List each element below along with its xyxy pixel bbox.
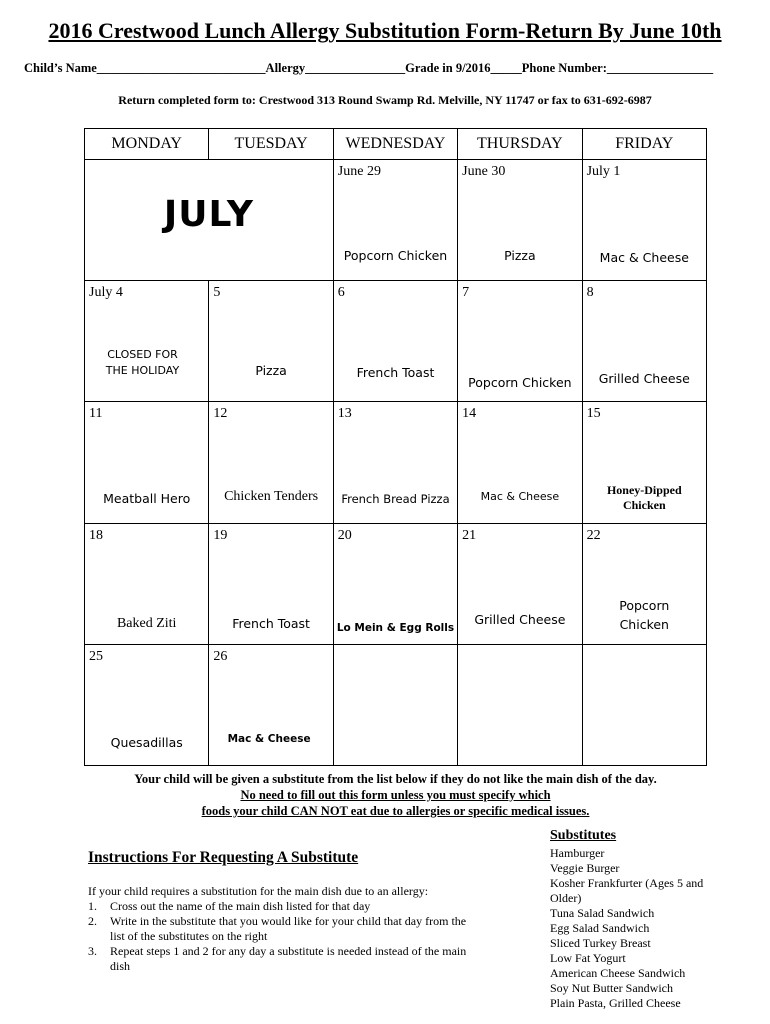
calendar-header-row — [85, 129, 707, 160]
day-meal: Baked Ziti — [116, 615, 177, 631]
substitute-item: Egg Salad Sandwich — [550, 921, 650, 935]
day-date: 12 — [213, 406, 228, 422]
step-number: 3. — [88, 944, 97, 958]
calendar-day-cell — [458, 523, 582, 644]
substitute-item: Hamburger — [550, 846, 605, 860]
form-title: 2016 Crestwood Lunch Allergy Substitution Form-Return By June 10th — [48, 18, 722, 43]
month-label-cell — [85, 160, 334, 281]
calendar-day-cell — [458, 281, 582, 402]
note-line: No need to fill out this form unless you must specify which — [240, 788, 551, 802]
substitutes-list — [550, 846, 720, 1011]
day-date: 19 — [213, 527, 228, 543]
day-date: 14 — [462, 406, 477, 422]
day-date: 7 — [462, 285, 470, 301]
calendar-day-cell — [85, 281, 209, 402]
day-meal: Pizza — [255, 363, 287, 379]
day-date: 20 — [337, 527, 352, 543]
month-label: JULY — [163, 194, 254, 236]
day-date: June 29 — [337, 164, 381, 180]
calendar-week-row — [85, 402, 707, 523]
calendar-day-cell — [582, 160, 706, 281]
calendar-day-cell — [209, 281, 333, 402]
substitute-item: Tuna Salad Sandwich — [550, 906, 655, 920]
day-meal: Pizza — [504, 248, 536, 264]
day-meal: Mac & Cheese — [227, 733, 311, 745]
note-line: foods your child CAN NOT eat due to allergies or specific medical issues. — [201, 804, 590, 818]
day-meal: Popcorn Chicken — [343, 248, 448, 264]
day-header-monday: MONDAY — [85, 129, 209, 160]
calendar-day-cell — [458, 402, 582, 523]
day-date: 21 — [462, 527, 477, 543]
calendar-day-cell — [85, 402, 209, 523]
day-meal: Chicken Tenders — [224, 488, 319, 504]
day-meal: Mac & Cheese — [599, 250, 689, 266]
day-meal: CLOSED FOR THE HOLIDAY — [105, 348, 180, 378]
instructions-steps — [88, 899, 468, 974]
substitute-item: Veggie Burger — [550, 861, 620, 875]
calendar-day-cell — [458, 160, 582, 281]
calendar-week-row — [85, 644, 707, 765]
step-text: Cross out the name of the main dish listed for that day — [110, 899, 371, 913]
day-meal: Mac & Cheese — [480, 489, 560, 503]
calendar-day-cell — [209, 402, 333, 523]
day-date: 6 — [337, 285, 345, 301]
child-info-line: Child’s Name___________________________Allergy________________Grade in 9/2016_____Phone Number:_________________ — [24, 61, 714, 75]
calendar-day-cell — [333, 160, 457, 281]
day-date: 25 — [89, 648, 103, 664]
day-meal: French Toast — [232, 615, 310, 631]
day-meal: Popcorn Chicken — [619, 597, 670, 632]
step-number: 2. — [88, 914, 97, 928]
step-text: Write in the substitute that you would like for your child that day from the list of the substitutes on the right — [110, 914, 467, 943]
calendar-day-cell — [333, 523, 457, 644]
calendar-day-cell — [333, 402, 457, 523]
day-date: 13 — [337, 406, 352, 422]
calendar-week-row — [85, 523, 707, 644]
calendar-week-row — [85, 281, 707, 402]
substitute-note — [84, 771, 707, 819]
day-meal: Lo Mein & Egg Rolls — [336, 621, 455, 634]
day-meal: Quesadillas — [110, 735, 183, 750]
instruction-step — [88, 899, 468, 914]
instruction-step — [88, 914, 468, 944]
calendar-day-cell — [333, 281, 457, 402]
day-date: 26 — [213, 648, 228, 664]
calendar-day-cell — [209, 523, 333, 644]
instructions-intro: If your child requires a substitution for the main dish due to an allergy: — [88, 884, 429, 898]
substitute-item: Soy Nut Butter Sandwich — [550, 981, 673, 995]
calendar-day-cell — [458, 644, 582, 765]
day-date: 11 — [89, 406, 103, 422]
calendar-day-cell — [582, 402, 706, 523]
calendar-day-cell — [333, 644, 457, 765]
day-date: 18 — [89, 527, 103, 543]
substitutes-title: Substitutes — [550, 828, 617, 843]
day-date: June 30 — [462, 164, 506, 180]
day-meal: Grilled Cheese — [474, 611, 566, 627]
day-date: 22 — [586, 527, 601, 543]
day-meal: French Bread Pizza — [341, 491, 450, 506]
calendar-day-cell — [85, 523, 209, 644]
step-number: 1. — [88, 899, 97, 913]
calendar-day-cell — [582, 523, 706, 644]
day-date: 15 — [586, 406, 601, 422]
day-meal: Grilled Cheese — [598, 371, 690, 387]
day-header-friday: FRIDAY — [582, 129, 706, 160]
substitute-item: Plain Pasta, Grilled Cheese — [550, 996, 681, 1010]
instruction-step — [88, 944, 468, 974]
day-meal: Honey-Dipped Chicken — [606, 482, 682, 512]
day-header-thursday: THURSDAY — [458, 129, 582, 160]
substitute-item: American Cheese Sandwich — [550, 966, 686, 980]
substitute-item: Low Fat Yogurt — [550, 951, 626, 965]
day-date: 5 — [213, 285, 221, 301]
calendar-day-cell — [582, 281, 706, 402]
day-date: July 1 — [586, 164, 621, 180]
substitute-item: Kosher Frankfurter (Ages 5 and Older) — [550, 876, 704, 905]
day-meal: French Toast — [356, 365, 435, 381]
return-address-line: Return completed form to: Crestwood 313 Round Swamp Rd. Melville, NY 11747 or fax to 631-692-6987 — [118, 93, 652, 107]
calendar-day-cell — [85, 644, 209, 765]
day-date: July 4 — [89, 285, 123, 301]
calendar-day-cell — [209, 644, 333, 765]
day-header-wednesday: WEDNESDAY — [333, 129, 457, 160]
instructions-title: Instructions For Requesting A Substitute — [88, 849, 359, 866]
note-line: Your child will be given a substitute from the list below if they do not like the main dish of the day. — [134, 772, 657, 786]
day-meal: Popcorn Chicken — [468, 375, 572, 391]
day-meal: Meatball Hero — [103, 490, 191, 506]
calendar-week-row — [85, 160, 707, 281]
substitute-item: Sliced Turkey Breast — [550, 936, 651, 950]
lunch-calendar — [84, 128, 707, 766]
day-header-tuesday: TUESDAY — [209, 129, 333, 160]
calendar-day-cell — [582, 644, 706, 765]
day-date: 8 — [586, 285, 594, 301]
step-text: Repeat steps 1 and 2 for any day a substitute is needed instead of the main dish — [110, 944, 467, 973]
